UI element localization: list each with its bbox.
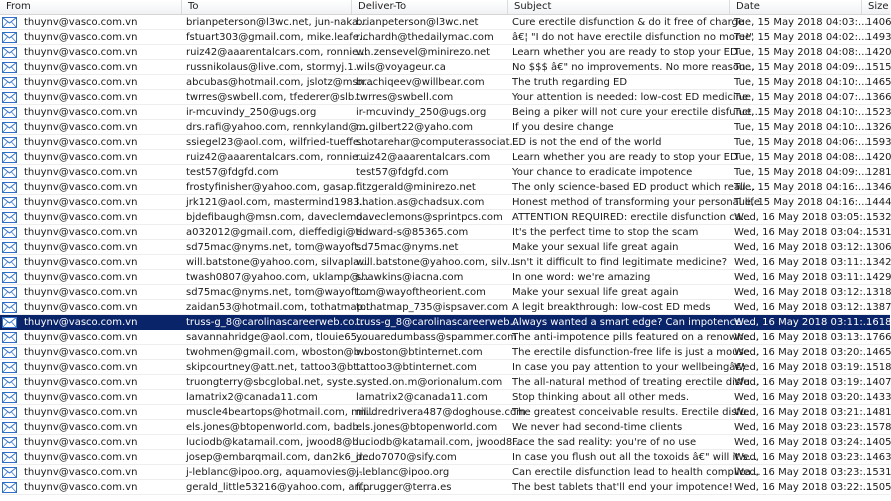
message-row[interactable] [0,315,890,330]
message-row[interactable] [0,120,890,135]
cell-date: Wed, 16 May 2018 03:11:... [734,317,873,328]
cell-to: ssiegel23@aol.com, wilfried-tueffe... [186,137,369,148]
envelope-icon [2,32,17,43]
cell-subject: Learn whether you are ready to stop your ED [512,47,738,58]
cell-subject: Your attention is needed: low-cost ED medicine [512,92,749,103]
cell-deliver-to: dedo7070@sify.com [356,452,457,463]
cell-from: thuynv@vasco.com.vn [24,452,138,463]
message-row[interactable] [0,60,890,75]
cell-size: 1505 [866,482,891,493]
cell-deliver-to: fitzgerald@minirezo.net [356,182,476,193]
cell-from: thuynv@vasco.com.vn [24,197,138,208]
cell-deliver-to: wils@voyageur.ca [356,62,446,73]
cell-subject: The best tablets that'll end your impotence! [512,482,733,493]
cell-deliver-to: lamatrix2@canada11.com [356,392,488,403]
message-row[interactable] [0,300,890,315]
cell-to: abcubas@hotmail.com, jslotz@msn... [186,77,374,88]
cell-deliver-to: twrres@swbell.com [356,92,454,103]
message-row[interactable] [0,45,890,60]
cell-to: luciodb@katamail.com, jwood8@b... [186,437,369,448]
cell-deliver-to: ir-mcuvindy_250@ugs.org [356,107,487,118]
envelope-icon [2,182,17,193]
cell-to: sd75mac@nyms.net, tom@wayoft... [186,287,368,298]
cell-subject: The only science-based ED product which reall... [512,182,756,193]
cell-subject: We never had second-time clients [512,422,683,433]
cell-from: thuynv@vasco.com.vn [24,182,138,193]
cell-deliver-to: shawkins@iacna.com [356,272,464,283]
cell-size: 1306 [866,242,891,253]
cell-to: sd75mac@nyms.net, tom@wayoft... [186,242,368,253]
column-header-bar [0,0,890,15]
cell-to: ruiz42@aaarentalcars.com, ronnie... [186,47,368,58]
cell-date: Wed, 16 May 2018 03:13:... [734,332,873,343]
cell-subject: Can erectile disfunction lead to health complica... [512,467,761,478]
cell-subject: In one word: we're amazing [512,272,651,283]
cell-size: 1532 [866,212,891,223]
message-row[interactable] [0,195,890,210]
cell-size: 1387 [866,302,891,313]
cell-to: ruiz42@aaarentalcars.com, ronnie... [186,152,368,163]
cell-subject: ED is not the end of the world [512,137,662,148]
message-row[interactable] [0,405,890,420]
cell-to: els.jones@btopenworld.com, badb... [186,422,369,433]
cell-to: twohmen@gmail.com, wboston@b... [186,347,370,358]
cell-from: thuynv@vasco.com.vn [24,317,138,328]
cell-to: truss-g_8@carolinascareerweb.co... [186,317,364,328]
cell-subject: Face the sad reality: you're of no use [512,437,697,448]
envelope-icon [2,422,17,433]
cell-size: 1405 [866,437,891,448]
cell-deliver-to: brianpeterson@l3wc.net [356,17,479,28]
cell-size: 1465 [866,77,891,88]
message-row[interactable] [0,135,890,150]
cell-to: muscle4beartops@hotmail.com, mil... [186,407,376,418]
cell-from: thuynv@vasco.com.vn [24,407,138,418]
cell-date: Tue, 15 May 2018 04:16:... [734,197,868,208]
cell-date: Tue, 15 May 2018 04:06:... [734,137,868,148]
cell-size: 1281 [866,167,891,178]
cell-date: Wed, 16 May 2018 03:22:... [734,482,873,493]
cell-size: 1578 [866,422,891,433]
envelope-icon [2,407,17,418]
cell-to: test57@fdgfd.com [186,167,279,178]
cell-to: a032012@gmail.com, dieffedigi@ti... [186,227,372,238]
message-row[interactable] [0,270,890,285]
cell-from: thuynv@vasco.com.vn [24,242,138,253]
envelope-icon [2,92,17,103]
cell-date: Wed, 16 May 2018 03:12:... [734,287,873,298]
cell-from: thuynv@vasco.com.vn [24,47,138,58]
cell-to: josep@embarqmail.com, dan2k6_jr... [186,452,372,463]
cell-from: thuynv@vasco.com.vn [24,32,138,43]
cell-from: thuynv@vasco.com.vn [24,107,138,118]
message-row[interactable] [0,105,890,120]
cell-to: zaidan53@hotmail.com, tothatmap... [186,302,373,313]
cell-from: thuynv@vasco.com.vn [24,482,138,493]
cell-deliver-to: els.jones@btopenworld.com [356,422,498,433]
cell-subject: The all-natural method of treating erectile disfu... [512,377,760,388]
message-row[interactable] [0,420,890,435]
cell-date: Wed, 16 May 2018 03:11:... [734,257,873,268]
cell-to: fstuart303@gmail.com, mike.leafe... [186,32,369,43]
cell-to: lamatrix2@canada11.com [186,392,318,403]
cell-from: thuynv@vasco.com.vn [24,422,138,433]
cell-date: Wed, 16 May 2018 03:04:... [734,227,873,238]
cell-date: Tue, 15 May 2018 04:09:... [734,62,868,73]
envelope-icon [2,77,17,88]
message-row[interactable] [0,30,890,45]
cell-from: thuynv@vasco.com.vn [24,437,138,448]
cell-subject: Always wanted a smart edge? Can impotence ... [512,317,754,328]
cell-size: 1429 [866,272,891,283]
message-row[interactable] [0,285,890,300]
cell-subject: Make your sexual life great again [512,242,679,253]
cell-date: Tue, 15 May 2018 04:10:... [734,107,868,118]
message-row[interactable] [0,360,890,375]
envelope-icon [2,317,17,328]
envelope-icon [2,227,17,238]
cell-date: Wed, 16 May 2018 03:19:... [734,362,873,373]
envelope-icon [2,452,17,463]
cell-subject: It's the perfect time to stop the scam [512,227,699,238]
cell-to: drs.rafi@yahoo.com, rennkyland@... [186,122,368,133]
cell-deliver-to: i.hation.as@chadsux.com [356,197,485,208]
cell-to: ir-mcuvindy_250@ugs.org [186,107,317,118]
cell-subject: â€¦ "I do not have erectile disfunction no more!" [512,32,754,43]
cell-subject: Learn whether you are ready to stop your ED [512,152,738,163]
cell-subject: The greatest conceivable results. Erectile disfu... [512,407,756,418]
cell-subject: In case you flush out all the toxoids â€" will it s... [512,452,758,463]
cell-from: thuynv@vasco.com.vn [24,62,138,73]
envelope-icon [2,257,17,268]
cell-deliver-to: truss-g_8@carolinascareerweb... [356,317,520,328]
cell-subject: Isn't it difficult to find legitimate medicine? [512,257,728,268]
cell-from: thuynv@vasco.com.vn [24,392,138,403]
cell-from: thuynv@vasco.com.vn [24,17,138,28]
cell-deliver-to: ffprugger@terra.es [356,482,452,493]
envelope-icon [2,152,17,163]
cell-deliver-to: j-leblanc@ipoo.org [356,467,450,478]
cell-deliver-to: brachiqeev@willbear.com [356,77,485,88]
cell-deliver-to: m.gilbert22@yaho.com [356,122,473,133]
cell-size: 1326 [866,122,891,133]
message-row[interactable] [0,90,890,105]
cell-to: bjdefibaugh@msn.com, daveclemo... [186,212,372,223]
message-row[interactable] [0,435,890,450]
cell-from: thuynv@vasco.com.vn [24,92,138,103]
cell-to: j-leblanc@ipoo.org, aquamovies@... [186,467,366,478]
cell-subject: In case you pay attention to your wellbeingâ€¦ [512,362,746,373]
cell-subject: Honest method of transforming your personal life [512,197,760,208]
envelope-icon [2,167,17,178]
envelope-icon [2,437,17,448]
cell-from: thuynv@vasco.com.vn [24,272,138,283]
message-row[interactable] [0,480,890,495]
cell-date: Wed, 16 May 2018 03:23:... [734,422,873,433]
cell-to: twash0807@yahoo.com, uklamp@... [186,272,370,283]
cell-size: 1465 [866,347,891,358]
cell-subject: The anti-impotence pills featured on a renowne... [512,332,760,343]
cell-from: thuynv@vasco.com.vn [24,332,138,343]
cell-deliver-to: tothatmap_735@ispsaver.com [356,302,509,313]
cell-size: 1531 [866,227,891,238]
cell-subject: Cure erectile disfunction & do it free of charge [512,17,745,28]
message-row[interactable] [0,210,890,225]
cell-to: jrk121@aol.com, mastermind1983... [186,197,369,208]
cell-subject: No $$$ â€" no improvements. No more reason... [512,62,755,73]
cell-date: Tue, 15 May 2018 04:10:... [734,122,868,133]
message-row[interactable] [0,225,890,240]
cell-size: 1523 [866,107,891,118]
message-row[interactable] [0,180,890,195]
cell-date: Tue, 15 May 2018 04:02:... [734,32,868,43]
envelope-icon [2,302,17,313]
cell-subject: Your chance to eradicate impotence [512,167,693,178]
cell-from: thuynv@vasco.com.vn [24,77,138,88]
cell-deliver-to: wboston@btinternet.com [356,347,483,358]
cell-date: Tue, 15 May 2018 04:10:... [734,77,868,88]
cell-deliver-to: mildredrivera487@doghouse.com [356,407,526,418]
cell-date: Wed, 16 May 2018 03:12:... [734,302,873,313]
cell-subject: Being a piker will not cure your erectile disfunct... [512,107,761,118]
cell-size: 1518 [866,362,891,373]
envelope-icon [2,347,17,358]
cell-date: Wed, 16 May 2018 03:11:... [734,272,873,283]
cell-subject: The erectile disfunction-free life is just a mouse... [512,347,760,358]
cell-date: Tue, 15 May 2018 04:07:... [734,92,868,103]
cell-date: Wed, 16 May 2018 03:24:... [734,437,873,448]
envelope-icon [2,107,17,118]
cell-date: Wed, 16 May 2018 03:05:... [734,212,873,223]
cell-size: 1618 [866,317,891,328]
cell-subject: Make your sexual life great again [512,287,679,298]
cell-deliver-to: youaredumbass@spammer.com [356,332,517,343]
cell-size: 1433 [866,392,891,403]
cell-date: Tue, 15 May 2018 04:08:... [734,47,868,58]
cell-date: Wed, 16 May 2018 03:23:... [734,467,873,478]
message-row[interactable] [0,150,890,165]
cell-deliver-to: shotarehar@computerassociat... [356,137,520,148]
cell-deliver-to: wh.zensevel@minirezo.net [356,47,491,58]
envelope-icon [2,377,17,388]
cell-date: Tue, 15 May 2018 04:16:... [734,182,868,193]
cell-to: will.batstone@yahoo.com, silvapla... [186,257,369,268]
column-header-to[interactable]: To [182,0,352,14]
column-header-from[interactable]: From [0,0,182,14]
cell-deliver-to: edward-s@85365.com [356,227,469,238]
cell-from: thuynv@vasco.com.vn [24,467,138,478]
column-header-date[interactable]: Date [730,0,862,14]
cell-size: 1406 [866,17,891,28]
message-row[interactable] [0,450,890,465]
cell-size: 1444 [866,197,891,208]
cell-size: 1342 [866,257,891,268]
cell-deliver-to: luciodb@katamail.com, jwood8... [356,437,522,448]
cell-to: twrres@swbell.com, tfederer@slb.... [186,92,367,103]
envelope-icon [2,62,17,73]
message-row[interactable] [0,390,890,405]
cell-from: thuynv@vasco.com.vn [24,362,138,373]
cell-from: thuynv@vasco.com.vn [24,227,138,238]
cell-to: brianpeterson@l3wc.net, jun-naka... [186,17,368,28]
column-header-deliver-to[interactable]: Deliver-To [352,0,508,14]
cell-size: 1420 [866,152,891,163]
message-row[interactable] [0,330,890,345]
cell-to: russnikolaus@live.com, stormyj.1... [186,62,364,73]
cell-date: Tue, 15 May 2018 04:03:... [734,17,868,28]
cell-date: Wed, 16 May 2018 03:12:... [734,242,873,253]
cell-to: savannahridge@aol.com, tlouie65... [186,332,367,343]
cell-subject: A legit breakthrough: low-cost ED meds [512,302,711,313]
cell-from: thuynv@vasco.com.vn [24,377,138,388]
cell-size: 1346 [866,182,891,193]
cell-size: 1593 [866,137,891,148]
envelope-icon [2,392,17,403]
cell-to: truongterry@sbcglobal.net, syste... [186,377,363,388]
cell-from: thuynv@vasco.com.vn [24,347,138,358]
column-header-size[interactable]: Size [868,1,889,12]
message-row[interactable] [0,375,890,390]
envelope-icon [2,197,17,208]
cell-from: thuynv@vasco.com.vn [24,137,138,148]
envelope-icon [2,287,17,298]
cell-size: 1766 [866,332,891,343]
message-row[interactable] [0,15,890,30]
cell-deliver-to: ruiz42@aaarentalcars.com [356,152,491,163]
cell-size: 1407 [866,377,891,388]
cell-from: thuynv@vasco.com.vn [24,152,138,163]
cell-size: 1463 [866,452,891,463]
cell-date: Wed, 16 May 2018 03:19:... [734,377,873,388]
message-row[interactable] [0,165,890,180]
cell-from: thuynv@vasco.com.vn [24,302,138,313]
cell-from: thuynv@vasco.com.vn [24,287,138,298]
cell-size: 1493 [866,32,891,43]
cell-deliver-to: tattoo3@btinternet.com [356,362,477,373]
cell-subject: ATTENTION REQUIRED: erectile disfunction ca... [512,212,751,223]
cell-subject: The truth regarding ED [512,77,628,88]
message-row[interactable] [0,345,890,360]
message-row[interactable] [0,465,890,480]
envelope-icon [2,212,17,223]
cell-from: thuynv@vasco.com.vn [24,122,138,133]
cell-subject: Stop thinking about all other meds. [512,392,690,403]
envelope-icon [2,362,17,373]
envelope-icon [2,467,17,478]
cell-date: Wed, 16 May 2018 03:23:... [734,452,873,463]
cell-subject: If you desire change [512,122,614,133]
envelope-icon [2,47,17,58]
cell-from: thuynv@vasco.com.vn [24,212,138,223]
cell-to: gerald_little53216@yahoo.com, an... [186,482,371,493]
cell-size: 1420 [866,47,891,58]
cell-from: thuynv@vasco.com.vn [24,167,138,178]
envelope-icon [2,242,17,253]
cell-date: Wed, 16 May 2018 03:20:... [734,347,873,358]
cell-deliver-to: will.batstone@yahoo.com, silv... [356,257,517,268]
cell-size: 1366 [866,92,891,103]
cell-size: 1531 [866,467,891,478]
cell-deliver-to: daveclemons@sprintpcs.com [356,212,503,223]
message-row[interactable] [0,75,890,90]
envelope-icon [2,332,17,343]
cell-deliver-to: test57@fdgfd.com [356,167,449,178]
cell-date: Tue, 15 May 2018 04:08:... [734,152,868,163]
cell-size: 1481 [866,407,891,418]
cell-deliver-to: richardh@thedailymac.com [356,32,494,43]
cell-from: thuynv@vasco.com.vn [24,257,138,268]
cell-to: frostyfinisher@yahoo.com, gasap... [186,182,363,193]
message-row[interactable] [0,255,890,270]
cell-date: Tue, 15 May 2018 04:09:... [734,167,868,178]
envelope-icon [2,272,17,283]
envelope-icon [2,137,17,148]
cell-deliver-to: sd75mac@nyms.net [356,242,459,253]
cell-date: Wed, 16 May 2018 03:20:... [734,392,873,403]
column-header-subject[interactable]: Subject [508,0,730,14]
cell-size: 1318 [866,287,891,298]
cell-date: Wed, 16 May 2018 03:21:... [734,407,873,418]
cell-size: 1515 [866,62,891,73]
envelope-icon [2,482,17,493]
cell-to: skipcourtney@att.net, tattoo3@bt... [186,362,367,373]
envelope-icon [2,122,17,133]
cell-deliver-to: systed.on.m@orionalum.com [356,377,503,388]
cell-deliver-to: tom@wayoftheorient.com [356,287,486,298]
envelope-icon [2,17,17,28]
message-row[interactable] [0,240,890,255]
